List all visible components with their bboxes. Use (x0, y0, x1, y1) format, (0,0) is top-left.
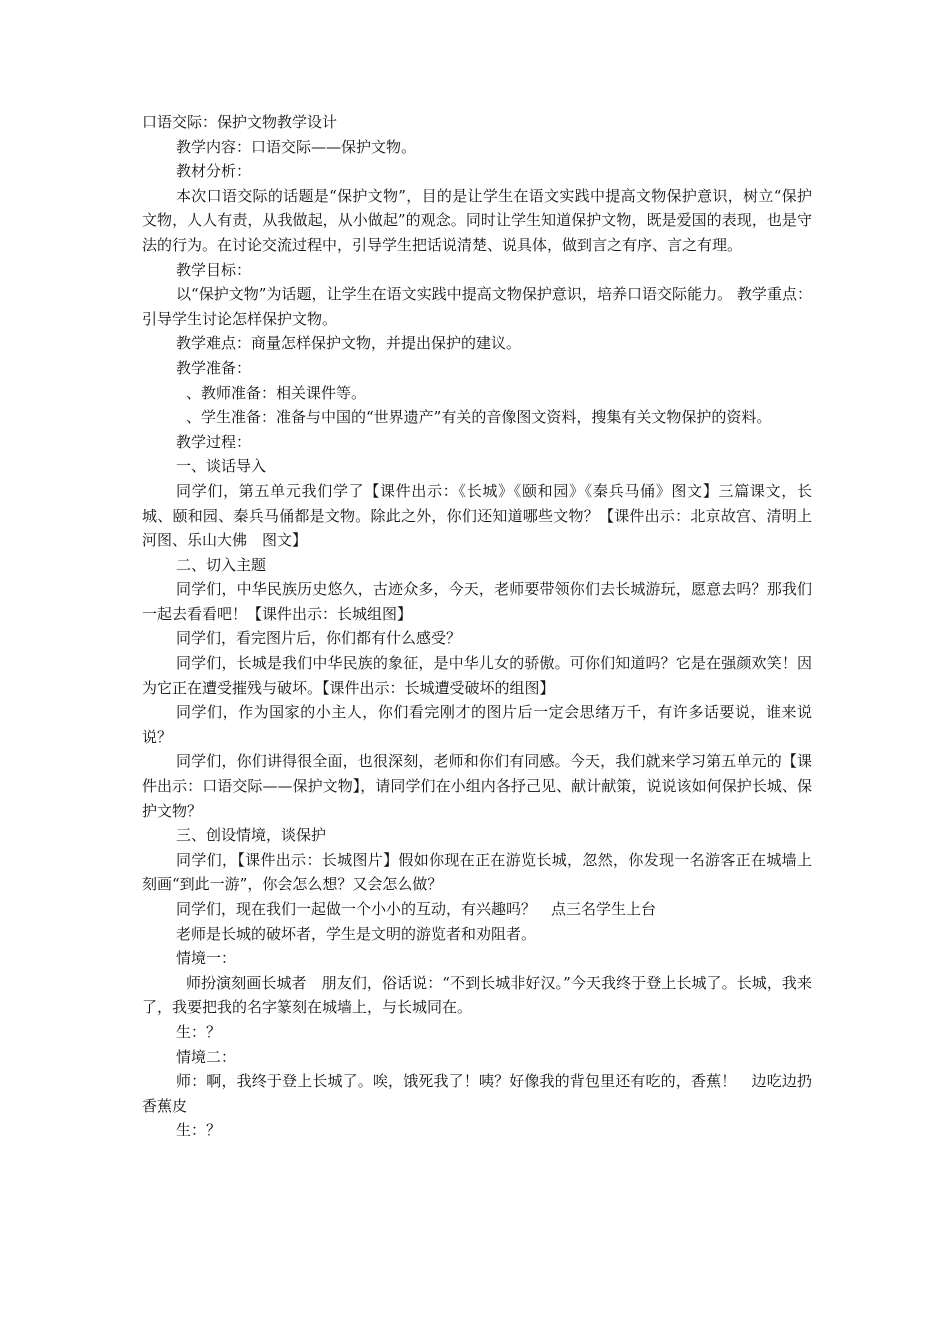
paragraph: 师扮演刻画长城者 朋友们，俗话说：“不到长城非好汉。”今天我终于登上长城了。长城，我来了，我要把我的名字篆刻在城墙上，与长城同在。 (142, 973, 812, 1017)
paragraph: 同学们，现在我们一起做一个小小的互动，有兴趣吗？ 点三名学生上台 (176, 900, 657, 918)
document-title: 口语交际：保护文物教学设计 (142, 113, 338, 131)
document-body (142, 135, 812, 1143)
paragraph: 三、创设情境，谈保护 (176, 826, 327, 845)
paragraph: 同学们，【课件出示：长城图片】假如你现在正在游览长城，忽然，你发现一名游客正在城墙上刻画“到此一游”，你会怎么想？又会怎么做？ (142, 850, 812, 894)
paragraph: 以“保护文物”为话题，让学生在语文实践中提高文物保护意识，培养口语交际能力。 教学重点：引导学生讨论怎样保护文物。 (142, 285, 812, 328)
paragraph: 、学生准备：准备与中国的“世界遗产”有关的音像图文资料，搜集有关文物保护的资料。 (186, 408, 772, 427)
paragraph: 情境二： (176, 1047, 237, 1066)
paragraph: 教学准备： (176, 358, 252, 377)
paragraph: 同学们，中华民族历史悠久，古迹众多，今天，老师要带领你们去长城游玩，愿意去吗？那我们一起去看看吧！【课件出示：长城组图】 (142, 580, 812, 623)
paragraph: 同学们，作为国家的小主人，你们看完刚才的图片后一定会思绪万千，有许多话要说，谁来说说？ (142, 703, 812, 746)
paragraph: 本次口语交际的话题是“保护文物”，目的是让学生在语文实践中提高文物保护意识，树立“保护文物，人人有责，从我做起，从小做起”的观念。同时让学生知道保护文物，既是爱国的表现，也是守法的行为。在讨论交流过程中，引导学生把话说清楚、说具体，做到言之有序、言之有理。 (142, 186, 812, 254)
paragraph: 生：？ (176, 1022, 222, 1041)
paragraph: 生：？ (176, 1121, 222, 1140)
paragraph: 师：啊，我终于登上长城了。唉，饿死我了！咦？好像我的背包里还有吃的，香蕉！ 边吃边扔香蕉皮 (142, 1072, 812, 1115)
paragraph: 同学们，你们讲得很全面，也很深刻，老师和你们有同感。今天，我们就来学习第五单元的【课件出示：口语交际——保护文物】，请同学们在小组内各抒己见、献计献策，说说该如何保护长城、保护文物？ (142, 752, 812, 820)
document-page (142, 110, 812, 1143)
paragraph: 教学难点：商量怎样保护文物，并提出保护的建议。 (176, 334, 522, 353)
paragraph: 同学们，看完图片后，你们都有什么感受？ (176, 629, 462, 648)
paragraph: 情境一： (176, 949, 237, 968)
paragraph: 老师是长城的破坏者，学生是文明的游览者和劝阻者。 (176, 924, 537, 943)
paragraph: 一、谈话导入 (176, 457, 267, 476)
paragraph: 教学内容：口语交际——保护文物。 (176, 137, 417, 156)
paragraph: 教材分析： (176, 162, 252, 181)
paragraph: 教学过程： (176, 432, 252, 451)
paragraph: 同学们，第五单元我们学了【课件出示：《长城》《颐和园》《秦兵马俑》图文】三篇课文，长城、颐和园、秦兵马俑都是文物。除此之外，你们还知道哪些文物？【课件出示：北京故宫、清明上河图、乐山大佛 图文】 (142, 481, 812, 550)
paragraph: 二、切入主题 (176, 555, 267, 574)
paragraph: 、教师准备：相关课件等。 (186, 383, 367, 402)
paragraph: 教学目标： (176, 260, 252, 279)
paragraph: 同学们，长城是我们中华民族的象征，是中华儿女的骄傲。可你们知道吗？它是在强颜欢笑！因为它正在遭受摧残与破坏。【课件出示：长城遭受破坏的组图】 (142, 654, 812, 697)
